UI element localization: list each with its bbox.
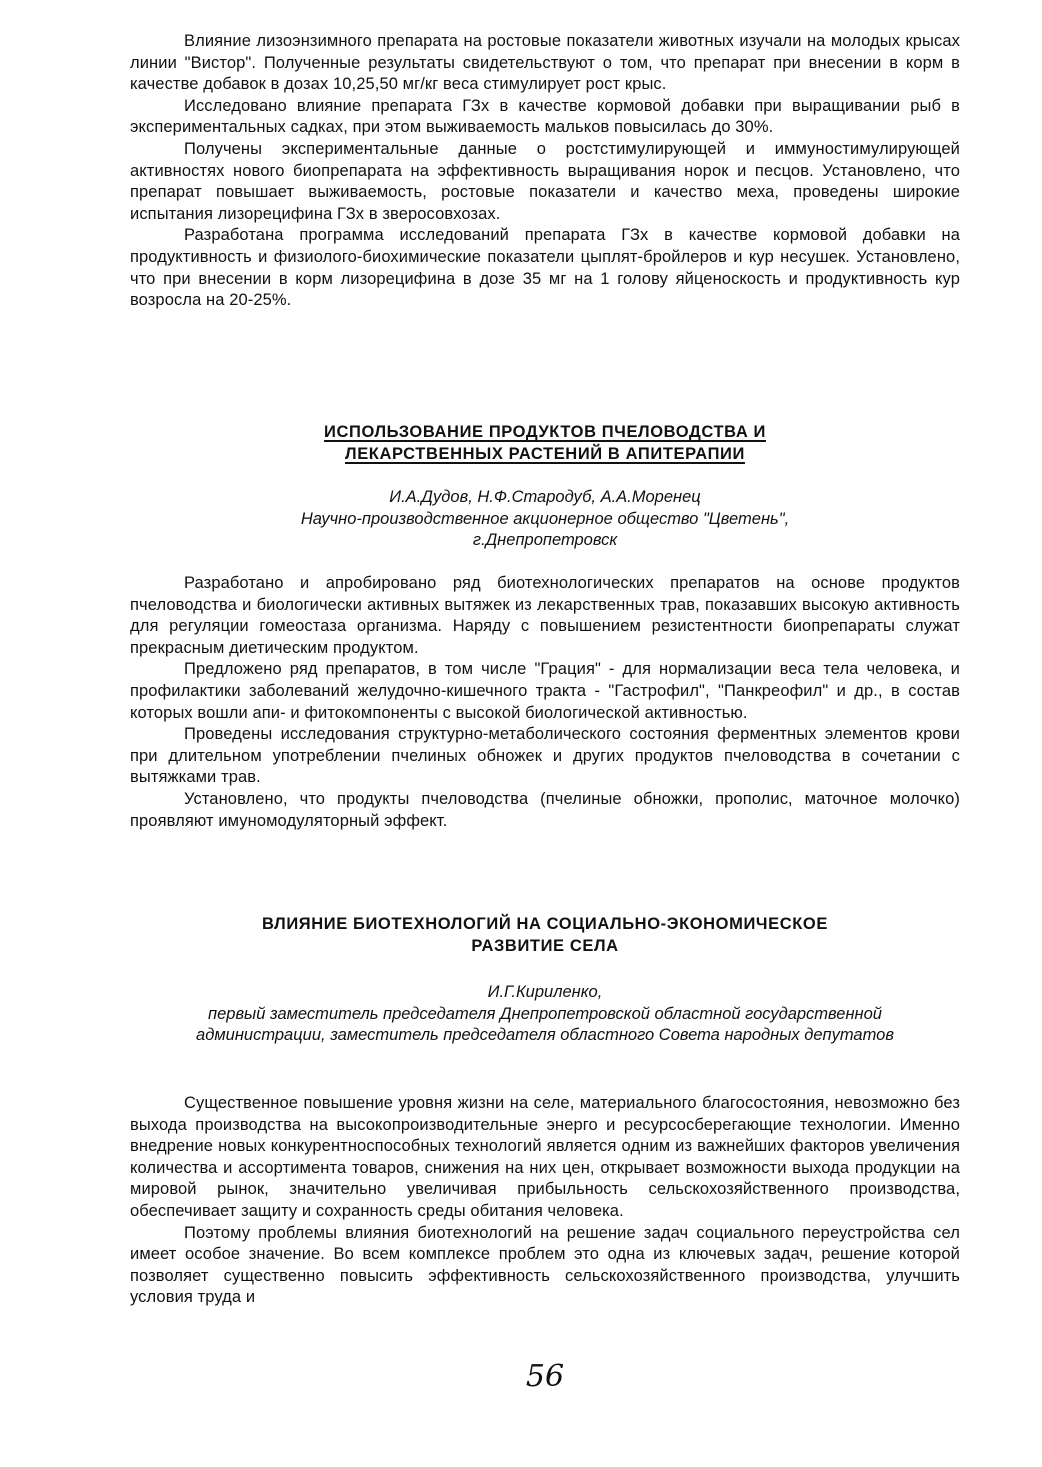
paragraph: Влияние лизоэнзимного препарата на ростовые показатели животных изучали на молодых крысах линии "Вистор". Полученные результаты свидетельствуют о том, что препарат при внесении в корм в качестве добавок в дозах 10,25,50 мг/кг веса стимулирует рост крыс. [130, 32, 960, 94]
article-title [130, 422, 960, 465]
author-position: первый заместитель председателя Днепропетровской областной государственной [208, 1004, 882, 1023]
article-title-line: ЛЕКАРСТВЕННЫХ РАСТЕНИЙ В АПИТЕРАПИИ [345, 444, 745, 463]
paragraph: Проведены исследования структурно-метаболического состояния ферментных элементов крови при длительном употреблении пчелиных обножек и других продуктов пчеловодства в сочетании с вытяжками трав. [130, 725, 960, 787]
paragraph: Поэтому проблемы влияния биотехнологий на решение задач социального переустройства сел имеет особое значение. Во всем комплексе проблем это одна из ключевых задач, решение которой позволяет существенно повысить эффективность сельскохозяйственного производства, улучшить условия труда и [130, 1223, 960, 1307]
article-title-line: ВЛИЯНИЕ БИОТЕХНОЛОГИЙ НА СОЦИАЛЬНО-ЭКОНОМИЧЕСКОЕ [262, 915, 828, 933]
page-number: 56 [525, 1359, 565, 1394]
intro-section [130, 31, 960, 312]
authors: И.А.Дудов, Н.Ф.Стародуб, А.А.Моренец [389, 488, 701, 506]
paragraph: Существенное повышение уровня жизни на селе, материального благосостояния, невозможно без выхода производства на высокопроизводительные энерго и ресурсосберегающие технологии. Именно внедрение новых конкурентноспособных технологий является одним из важнейших факторов увеличения количества и ассортимента товаров, снижения на них цен, открывает возможности выхода продукции на мировой рынок, значительно увеличивая прибыльность сельскохозяйственного производства, обеспечивает защиту и сохранность среды обитания человека. [130, 1094, 960, 1220]
article-byline [130, 487, 960, 552]
paragraph: Получены экспериментальные данные о ростстимулирующей и иммуностимулирующей активностях нового биопрепарата на эффективность выращивания норок и песцов. Установлено, что препарат повышает выживаемость, ростовые показатели и качество меха, проведены широкие испытания лизорецифина ГЗх в зверосовхозах. [130, 139, 960, 223]
affiliation-city: г.Днепропетровск [472, 531, 618, 550]
article-title-line: РАЗВИТИЕ СЕЛА [471, 936, 619, 955]
article-title [130, 914, 960, 957]
author: И.Г.Кириленко, [487, 983, 603, 1001]
paragraph: Установлено, что продукты пчеловодства (пчелиные обножки, прополис, маточное молочко) проявляют имуномодуляторный эффект. [130, 789, 960, 830]
affiliation: Научно-производственное акционерное общество "Цветень", [300, 509, 790, 528]
article-body [130, 1093, 960, 1309]
paragraph: Разработано и апробировано ряд биотехнологических препаратов на основе продуктов пчеловодства и биологически активных вытяжек из лекарственных трав, показавших высокую активность для регуляции гомеостаза организма. Наряду с повышением резистентности биопрепараты служат прекрасным диетическим продуктом. [130, 574, 960, 657]
author-position: администрации, заместитель председателя областного Совета народных депутатов [196, 1026, 894, 1045]
article-byline [130, 982, 960, 1047]
paragraph: Разработана программа исследований препарата ГЗх в качестве кормовой добавки на продуктивность и физиолого-биохимические показатели цыплят-бройлеров и кур несушек. Установлено, что при внесении в корм лизорецифина в дозе 35 мг на 1 голову яйценоскость и продуктивность кур возросла на 20-25%. [130, 226, 960, 310]
paragraph: Предложено ряд препаратов, в том числе "Грация" - для нормализации веса тела человека, и профилактики заболеваний желудочно-кишечного тракта - "Гастрофил", "Панкреофил" и др., в состав которых вошли апи- и фитокомпоненты с высокой биологической активностью. [130, 660, 960, 722]
paragraph: Исследовано влияние препарата ГЗх в качестве кормовой добавки при выращивании рыб в экспериментальных садках, при этом выживаемость мальков повысилась до 30%. [130, 96, 960, 137]
article-body [130, 573, 960, 832]
article-title-line: ИСПОЛЬЗОВАНИЕ ПРОДУКТОВ ПЧЕЛОВОДСТВА И [324, 423, 766, 441]
